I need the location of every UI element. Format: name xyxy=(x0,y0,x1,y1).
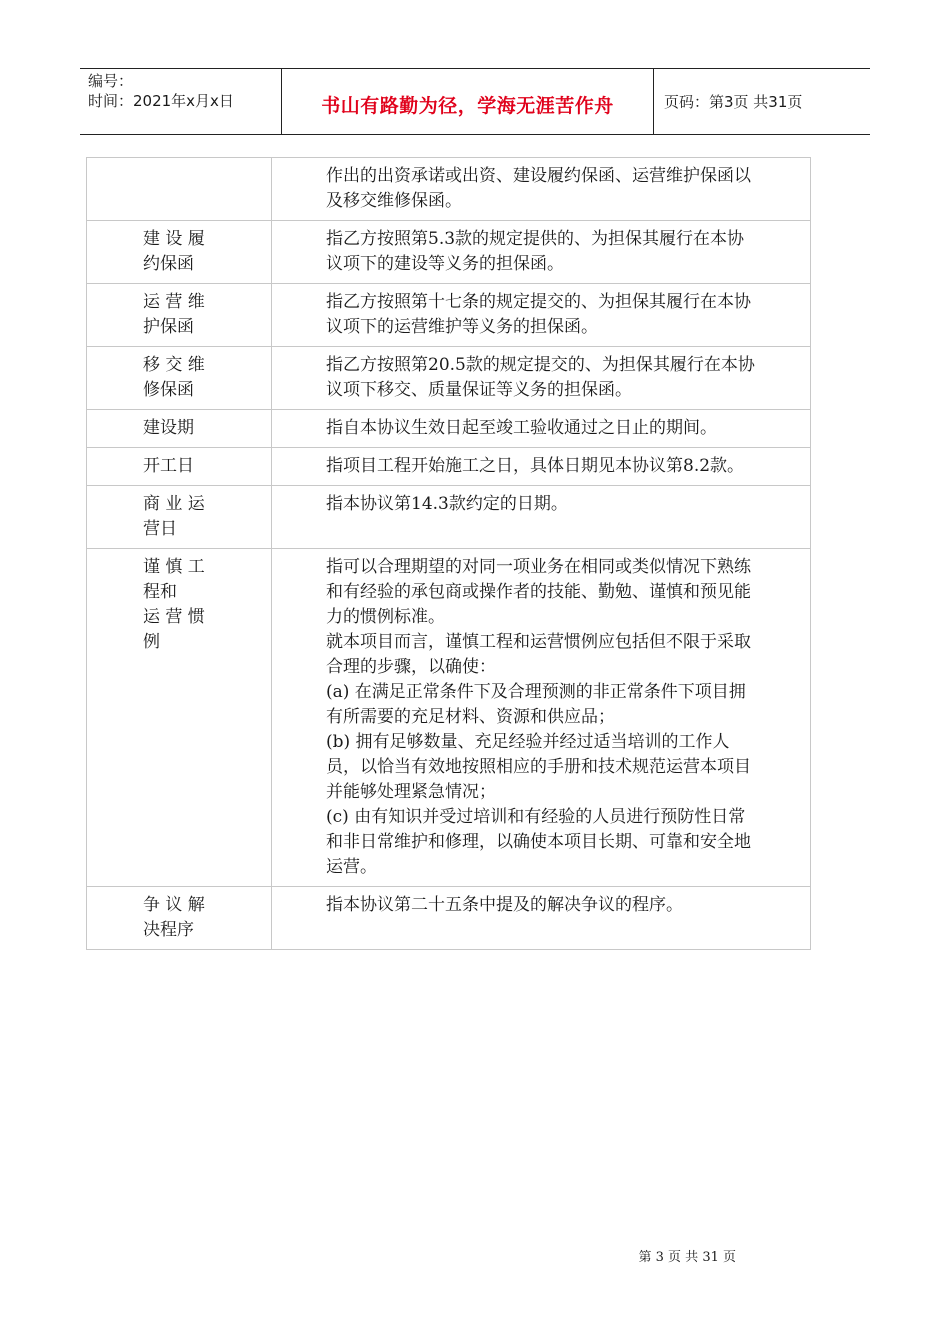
term-cell xyxy=(87,448,272,486)
definition-cell: 指可以合理期望的对同一项业务在相同或类似情况下熟练和有经验的承包商或操作者的技能、勤勉、谨慎和预见能力的惯例标准。 就本项目而言，谨慎工程和运营惯例应包括但不限于采取合理的步骤，以确使： (a) 在满足正常条件下及合理预测的非正常条件下项目拥有所需要的充足材料、资源和供应品； (b) 拥有足够数量、充足经验并经过适当培训的工作人员，以恰当有效地按照相应的手册和技术规范运营本项目并能够处理紧急情况； (c) 由有知识并受过培训和有经验的人员进行预防性日常和非日常维护和修理，以确使本项目长期、可靠和安全地运营。 xyxy=(272,549,811,887)
definition-cell: 指乙方按照第20.5款的规定提交的、为担保其履行在本协议项下移交、质量保证等义务的担保函。 xyxy=(272,347,811,410)
table-row xyxy=(87,347,811,410)
term-cell xyxy=(87,221,272,284)
header-motto: 书山有路勤为径，学海无涯苦作舟 xyxy=(282,69,654,134)
term-text: 例 xyxy=(143,632,160,652)
definition-cell: 指乙方按照第5.3款的规定提供的、为担保其履行在本协议项下的建设等义务的担保函。 xyxy=(272,221,811,284)
document-number-label: 编号： xyxy=(88,72,134,90)
definition-cell: 指乙方按照第十七条的规定提交的、为担保其履行在本协议项下的运营维护等义务的担保函。 xyxy=(272,284,811,347)
definition-cell: 指本协议第14.3款约定的日期。 xyxy=(272,486,811,549)
definition-cell: 指自本协议生效日起至竣工验收通过之日止的期间。 xyxy=(272,410,811,448)
term-text: 争 议 解 xyxy=(143,895,205,915)
table-row xyxy=(87,486,811,549)
term-text: 修保函 xyxy=(143,380,194,400)
term-cell xyxy=(87,887,272,950)
definition-cell: 指本协议第二十五条中提及的解决争议的程序。 xyxy=(272,887,811,950)
header-meta xyxy=(80,69,282,134)
table-row xyxy=(87,887,811,950)
term-text: 约保函 xyxy=(143,254,194,274)
term-text: 谨 慎 工 xyxy=(143,557,205,577)
term-cell xyxy=(87,549,272,887)
page-footer: 第 3 页 共 31 页 xyxy=(638,1250,736,1265)
definition-cell: 作出的出资承诺或出资、建设履约保函、运营维护保函以及移交维修保函。 xyxy=(272,158,811,221)
term-cell xyxy=(87,347,272,410)
term-text: 运 营 惯 xyxy=(143,607,205,627)
term-text: 运 营 维 xyxy=(143,292,205,312)
definitions-table xyxy=(86,157,811,950)
term-cell xyxy=(87,158,272,221)
term-text: 决程序 xyxy=(143,920,194,940)
term-text: 开工日 xyxy=(143,456,194,476)
term-text: 营日 xyxy=(143,519,177,539)
term-text: 建 设 履 xyxy=(143,229,205,249)
table-row xyxy=(87,549,811,887)
table-row xyxy=(87,448,811,486)
header-page-number: 页码：第3页 共31页 xyxy=(664,93,803,111)
term-cell xyxy=(87,486,272,549)
term-text: 程和 xyxy=(143,582,177,602)
term-text: 商 业 运 xyxy=(143,494,205,514)
definition-cell: 指项目工程开始施工之日，具体日期见本协议第8.2款。 xyxy=(272,448,811,486)
table-row xyxy=(87,284,811,347)
term-text: 建设期 xyxy=(143,418,194,438)
table-row xyxy=(87,221,811,284)
table-row xyxy=(87,158,811,221)
term-cell xyxy=(87,410,272,448)
term-text: 护保函 xyxy=(143,317,194,337)
table-row xyxy=(87,410,811,448)
document-time-label: 时间：2021年x月x日 xyxy=(88,92,234,110)
definitions-table-body xyxy=(87,158,811,950)
term-text: 移 交 维 xyxy=(143,355,205,375)
term-cell xyxy=(87,284,272,347)
page-header xyxy=(80,68,870,135)
